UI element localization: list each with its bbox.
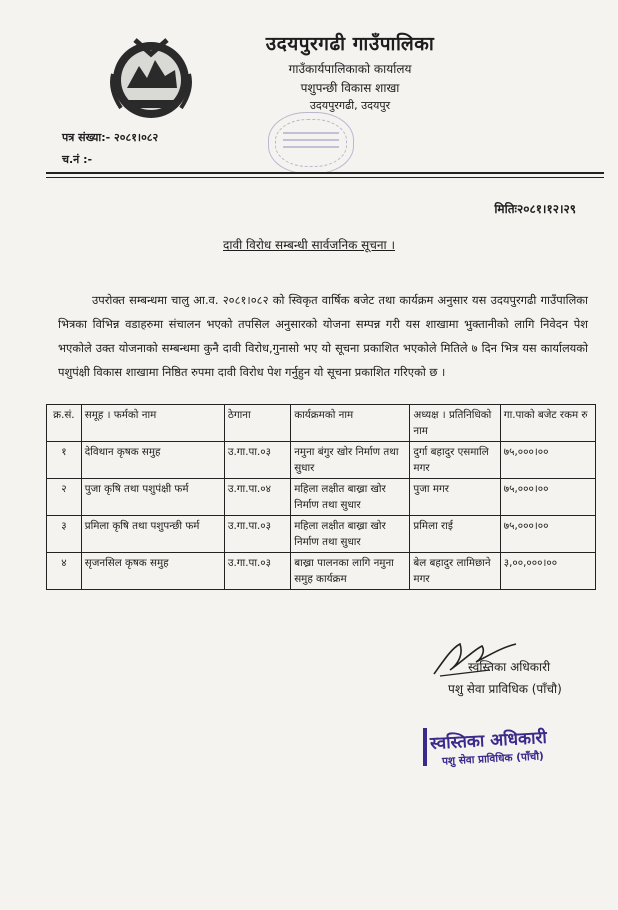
- cell-address: उ.गा.पा.०३: [224, 442, 290, 479]
- col-header-address: ठेगाना: [224, 405, 290, 442]
- cell-budget: ३,००,०००।००: [500, 553, 595, 590]
- signatory-role: पशु सेवा प्राविधिक (पाँचौ): [448, 682, 562, 696]
- col-header-chairperson: अध्यक्ष । प्रतिनिधिको नाम: [410, 405, 500, 442]
- notice-body: उपरोक्त सम्बन्धमा चालु आ.व. २०८१।०८२ को स्विकृत वार्षिक बजेट तथा कार्यक्रम अनुसार यस उदयपुरगढी गाउँपालिका भित्रका विभिन्न वडाहरुमा संचालन भएको तपसिल अनुसारको योजना सम्पन्न गरी यस शाखामा भुक्तानीको लागि निवेदन पेश भएकोले उक्त योजनाको सम्बन्धमा कुनै दावी विरोध,गुनासो भए यो सूचना प्रकाशित भएकोले मितिले ७ दिन भित्र यस कार्यालयको पशुपंक्षी विकास शाखामा निष्ठित रुपमा दावी विरोध पेश गर्नुहुन यो सूचना प्रकाशित गरिएको छ ।: [58, 293, 588, 379]
- dispatch-number: च.नं :-: [62, 153, 93, 166]
- office-address: उदयपुरगढी, उदयपुर: [309, 99, 391, 112]
- cell-chairperson: बेल बहादुर लामिछाने मगर: [410, 553, 500, 590]
- cell-address: उ.गा.पा.०३: [224, 553, 290, 590]
- project-table: [46, 404, 596, 590]
- cell-budget: ७५,०००।००: [500, 516, 595, 553]
- section-name: पशुपन्छी विकास शाखा: [300, 81, 400, 95]
- cell-program: महिला लक्षीत बाख्रा खोर निर्माण तथा सुधार: [291, 516, 410, 553]
- table-row: [47, 479, 596, 516]
- reference-number: पत्र संख्या:- २०८१।०८२: [62, 131, 159, 144]
- nepal-emblem-logo: [105, 30, 197, 122]
- header-divider-thin: [46, 177, 604, 178]
- cell-sn: २: [47, 479, 82, 516]
- cell-group: देविथान कृषक समुह: [81, 442, 224, 479]
- notice-date: मितिः२०८१।१२।२९: [494, 202, 576, 216]
- cell-budget: ७५,०००।००: [500, 479, 595, 516]
- table-row: [47, 553, 596, 590]
- cell-group: प्रमिला कृषि तथा पशुपन्छी फर्म: [81, 516, 224, 553]
- table-row: [47, 442, 596, 479]
- col-header-sn: क्र.सं.: [47, 405, 82, 442]
- name-stamp-role: पशु सेवा प्राविधिक (पाँचौ): [441, 750, 545, 768]
- office-seal-stamp: [268, 112, 354, 174]
- col-header-group: समूह । फर्मको नाम: [81, 405, 224, 442]
- name-stamp-bar: [423, 728, 427, 766]
- cell-group: पुजा कृषि तथा पशुपंक्षी फर्म: [81, 479, 224, 516]
- name-stamp-name: स्वस्तिका अधिकारी: [429, 727, 548, 755]
- cell-sn: ३: [47, 516, 82, 553]
- cell-address: उ.गा.पा.०४: [224, 479, 290, 516]
- col-header-program: कार्यक्रमको नाम: [291, 405, 410, 442]
- cell-chairperson: दुर्गा बहादुर एसमालि मगर: [410, 442, 500, 479]
- cell-program: महिला लक्षीत बाख्रा खोर निर्माण तथा सुधार: [291, 479, 410, 516]
- office-name: गाउँकार्यपालिकाको कार्यालय: [288, 62, 412, 76]
- cell-chairperson: प्रमिला राई: [410, 516, 500, 553]
- cell-sn: १: [47, 442, 82, 479]
- notice-title: [0, 236, 618, 253]
- notice-title-text: दावी विरोध सम्बन्धी सार्वजनिक सूचना ।: [222, 238, 395, 252]
- cell-chairperson: पुजा मगर: [410, 479, 500, 516]
- cell-budget: ७५,०००।००: [500, 442, 595, 479]
- cell-group: सृजनसिल कृषक समुह: [81, 553, 224, 590]
- office-header: [210, 30, 490, 113]
- col-header-budget: गा.पाको बजेट रकम रु: [500, 405, 595, 442]
- cell-program: बाख्रा पालनका लागि नमुना समुह कार्यक्रम: [291, 553, 410, 590]
- table-row: [47, 516, 596, 553]
- cell-sn: ४: [47, 553, 82, 590]
- cell-address: उ.गा.पा.०३: [224, 516, 290, 553]
- municipality-title: उदयपुरगढी गाउँपालिका: [265, 33, 435, 55]
- cell-program: नमुना बंगुर खोर निर्माण तथा सुधार: [291, 442, 410, 479]
- table-header-row: [47, 405, 596, 442]
- signatory-name: स्वस्तिका अधिकारी: [468, 660, 551, 674]
- header-divider: [46, 172, 604, 174]
